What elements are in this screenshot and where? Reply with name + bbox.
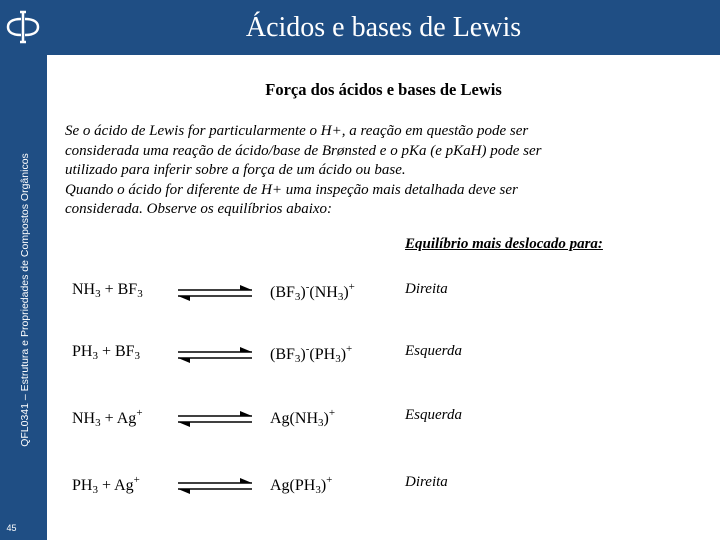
- reactants: $NH_3 + Ag^+$: [72, 407, 143, 429]
- equilibrium-direction: Esquerda: [405, 343, 462, 359]
- equilibrium-row: [72, 474, 632, 500]
- equilibrium-direction: Direita: [405, 474, 448, 490]
- paragraph-line: considerada uma reação de ácido/base de Brønsted e o pKa (e pKaH) pode ser: [65, 142, 542, 159]
- paragraph-line: considerada. Observe os equilíbrios abaixo:: [65, 201, 333, 217]
- slide-title: Ácidos e bases de Lewis: [245, 12, 522, 43]
- equilibrium-row: [72, 281, 632, 307]
- products: $(BF_3)^-(NH_3)^+$: [270, 281, 355, 303]
- reactants: $PH_3 + BF_3$: [72, 343, 141, 362]
- body-paragraph: [65, 122, 665, 220]
- university-logo-icon: [2, 6, 44, 48]
- paragraph-line: Quando o ácido for diferente de H+ uma inspeção mais detalhada deve ser: [65, 181, 518, 198]
- reactants: $NH_3 + BF_3$: [72, 281, 143, 300]
- equilibrium-direction: Direita: [405, 281, 448, 297]
- section-subtitle: Força dos ácidos e bases de Lewis: [265, 80, 502, 99]
- sidebar: [0, 0, 47, 540]
- column-header: Equilíbrio mais deslocado para:: [405, 236, 603, 252]
- equilibrium-row: [72, 407, 632, 433]
- title-bar: [47, 0, 720, 55]
- equilibrium-direction: Esquerda: [405, 407, 462, 423]
- paragraph-line: utilizado para inferir sobre a força de um ácido ou base.: [65, 162, 406, 178]
- page-number: 45: [6, 523, 17, 533]
- products: $Ag(NH_3)^+$: [270, 407, 336, 429]
- paragraph-line: Se o ácido de Lewis for particularmente o H+, a reação em questão pode ser: [65, 123, 529, 139]
- course-label: QFL0341 – Estrutura e Propriedades de Compostos Orgânicos: [19, 153, 31, 447]
- products: $Ag(PH_3)^+$: [270, 474, 333, 496]
- equilibrium-row: [72, 343, 632, 369]
- reactants: $PH_3 + Ag^+$: [72, 474, 140, 496]
- products: $(BF_3)^-(PH_3)^+$: [270, 343, 353, 365]
